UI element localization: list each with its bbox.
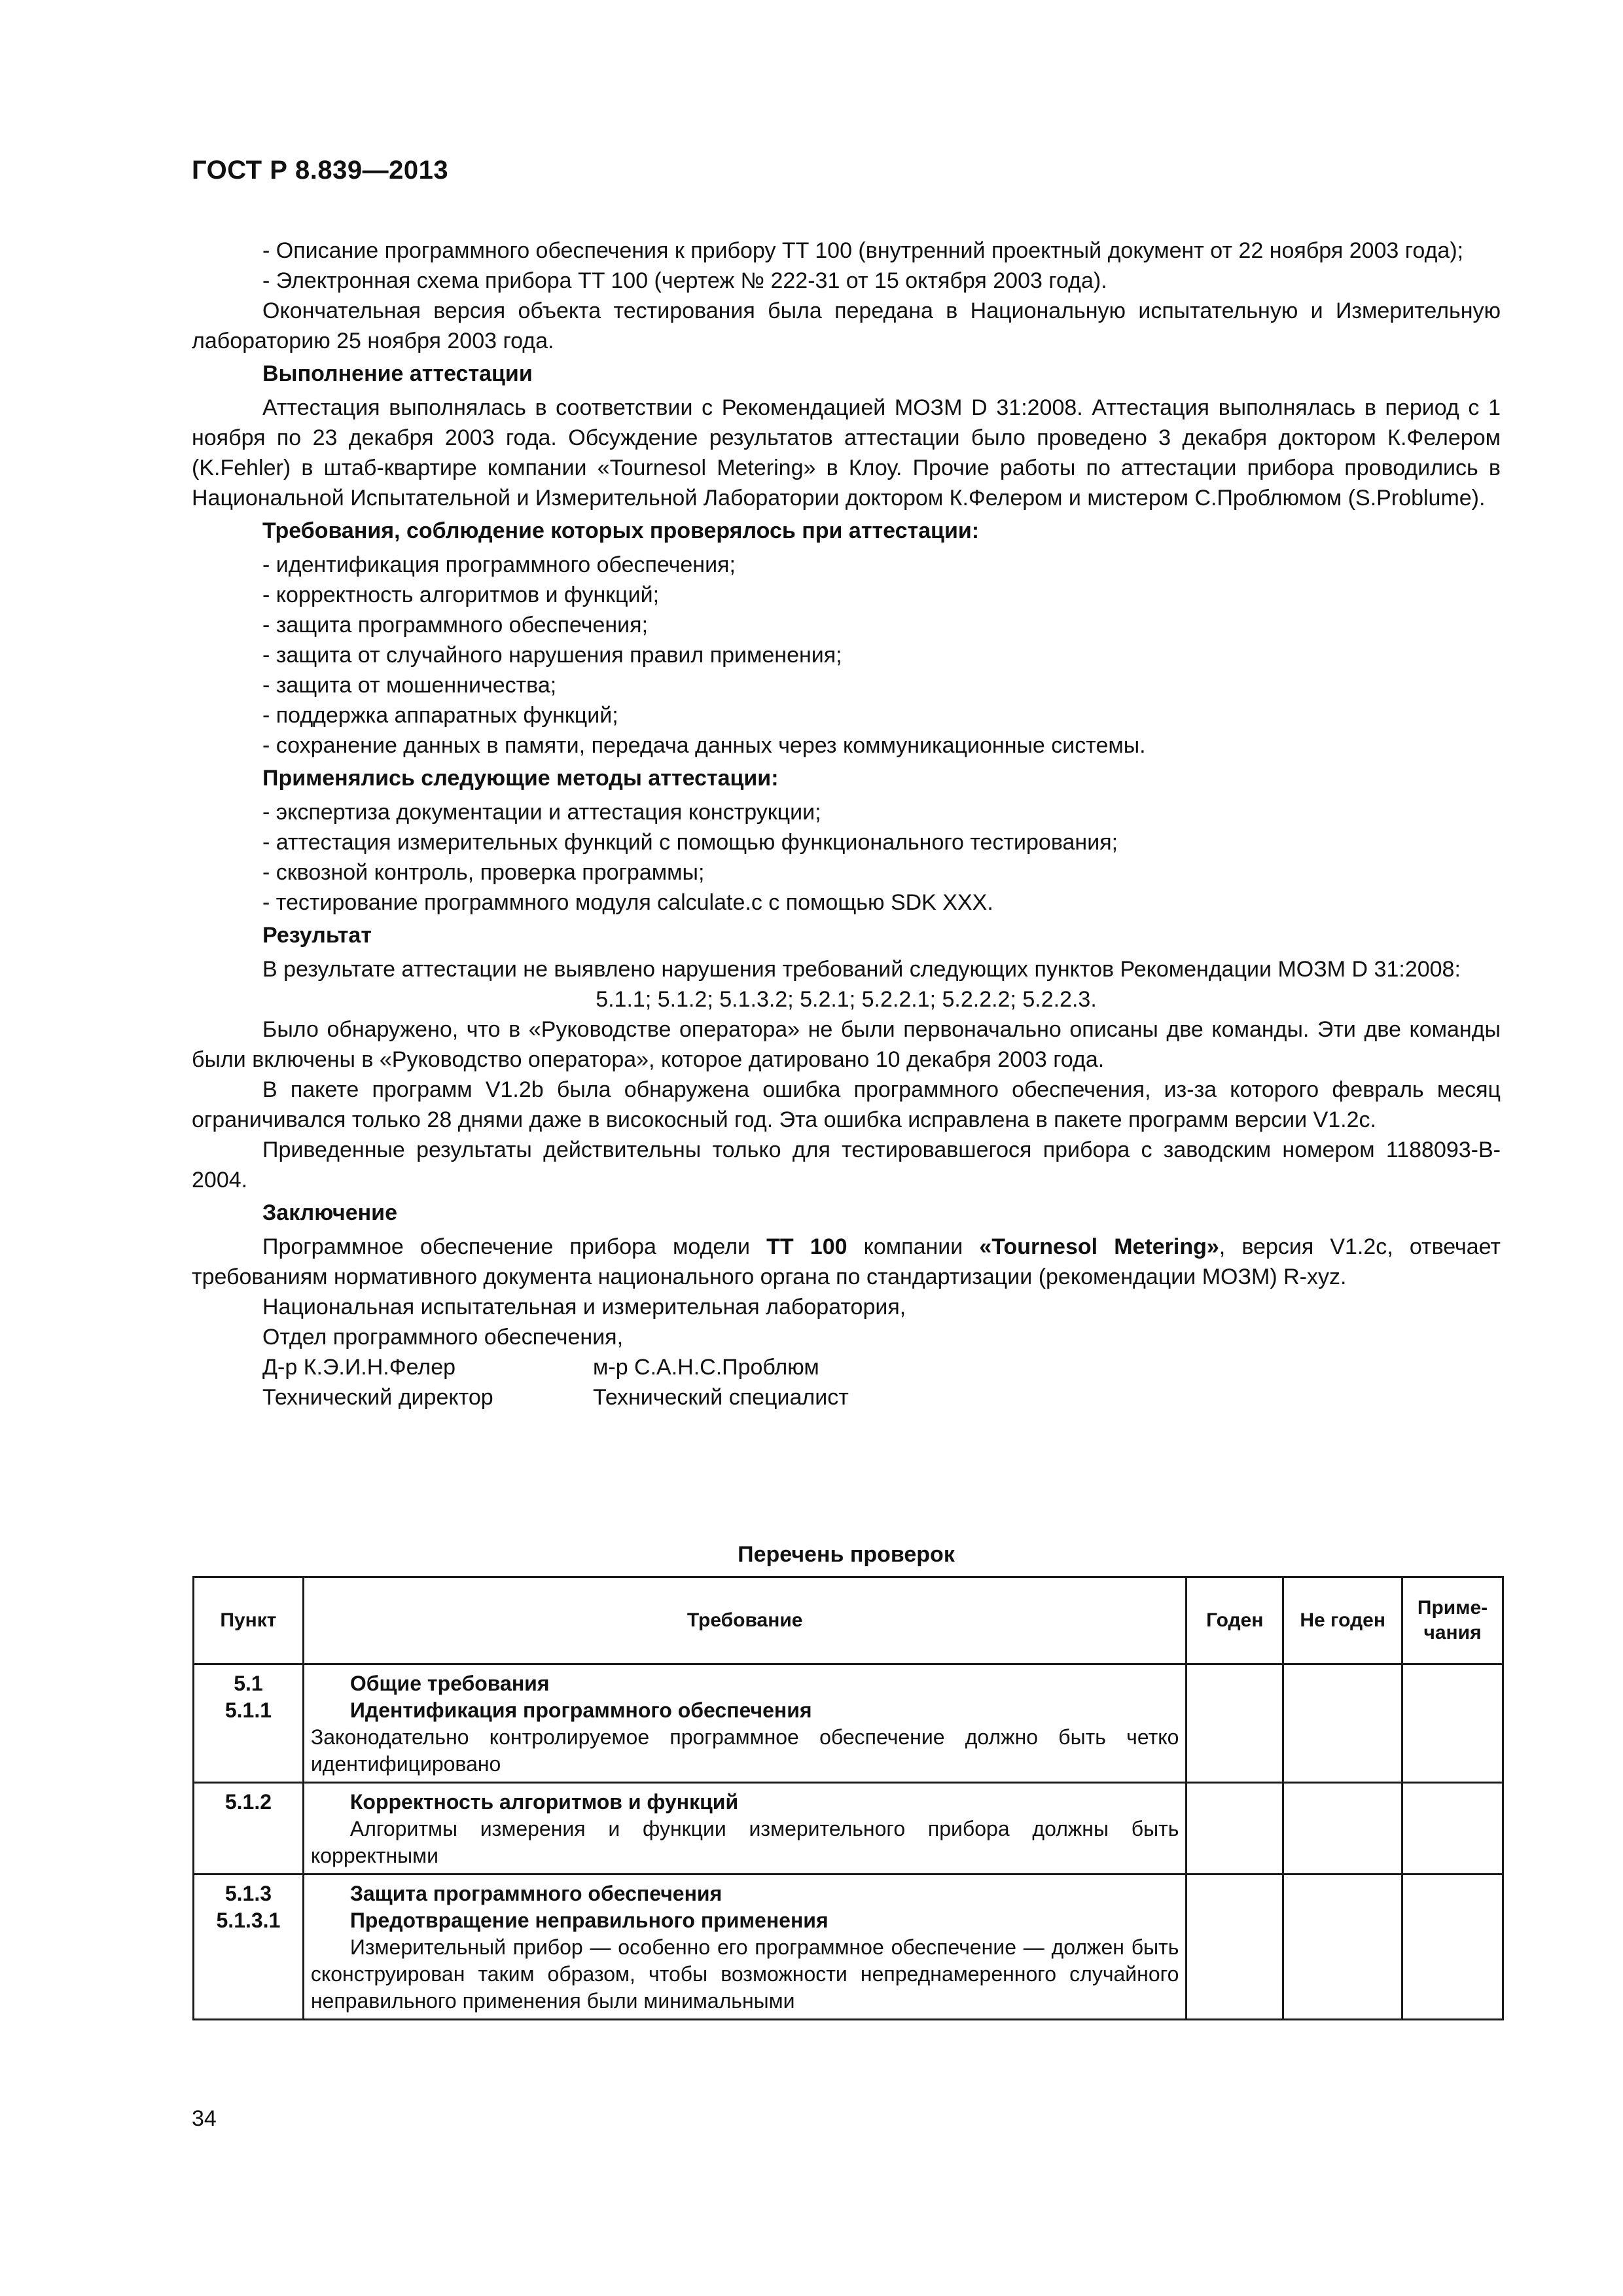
notes-cell [1402, 1783, 1503, 1874]
clause-number: 5.1.1 [224, 1698, 272, 1722]
company-name: «Tournesol Metering» [979, 1234, 1219, 1259]
table-row [194, 1783, 1503, 1874]
table-row [194, 1664, 1503, 1783]
lab-name: Национальная испытательная и измерительная лаборатория, [262, 1295, 906, 1319]
requirement-cell [303, 1664, 1186, 1783]
paragraph: Окончательная версия объекта тестирования была передана в Национальную испытательную и Измерительную лабораторию 25 ноября 2003 года. [192, 298, 1501, 353]
section-heading-result: Результат [262, 923, 372, 948]
table-header-row [194, 1577, 1503, 1664]
section-heading-methods: Применялись следующие методы аттестации: [262, 766, 779, 791]
section-heading-execution: Выполнение аттестации [262, 361, 533, 386]
requirement-heading: Идентификация программного обеспечения [349, 1698, 812, 1722]
column-header-requirement: Требование [303, 1577, 1186, 1664]
text-run: , версия V1.2c, отвечает требованиям нормативного документа национального органа по стандартизации (рекомендации МОЗМ) R-xyz. [192, 1234, 1501, 1289]
fail-cell [1283, 1783, 1402, 1874]
signatory-2-name: м-р С.А.Н.С.Проблюм [593, 1355, 819, 1380]
signature-names [192, 1352, 1501, 1382]
column-header-pass: Годен [1186, 1577, 1283, 1664]
paragraph: В результате аттестации не выявлено нарушения требований следующих пунктов Рекомендации МОЗМ D 31:2008: [262, 957, 1461, 982]
section-heading-requirements: Требования, соблюдение которых проверялось при аттестации: [262, 518, 980, 543]
requirement-text: Алгоритмы измерения и функции измерительного прибора должны быть корректными [310, 1817, 1179, 1867]
paragraph: Приведенные результаты действительны только для тестировавшегося прибора с заводским номером 1188093-B-2004. [192, 1138, 1501, 1193]
clause-number: 5.1.3 [224, 1882, 272, 1905]
fail-cell [1283, 1664, 1402, 1783]
requirement-heading: Корректность алгоритмов и функций [349, 1790, 739, 1814]
list-item: - экспертиза документации и аттестация конструкции; [262, 800, 821, 825]
department-name: Отдел программного обеспечения, [262, 1325, 624, 1350]
list-item: - корректность алгоритмов и функций; [262, 583, 660, 607]
fail-cell [1283, 1874, 1402, 2020]
list-item: - тестирование программного модуля calculate.c с помощью SDK XXX. [262, 890, 993, 915]
signatory-2-role: Технический специалист [593, 1385, 849, 1410]
pass-cell [1186, 1664, 1283, 1783]
clause-cell [194, 1664, 304, 1783]
table-row [194, 1874, 1503, 2020]
list-item: - поддержка аппаратных функций; [262, 703, 618, 728]
signatory-1-name: Д-р К.Э.И.Н.Фелер [262, 1355, 456, 1380]
list-item: - защита от мошенничества; [262, 673, 557, 698]
list-item: - защита от случайного нарушения правил применения; [262, 643, 842, 668]
paragraph: - Электронная схема прибора TT 100 (чертеж № 222-31 от 15 октября 2003 года). [262, 268, 1107, 293]
column-header-notes: Приме- чания [1402, 1577, 1503, 1664]
requirement-heading: Защита программного обеспечения [349, 1882, 722, 1905]
list-item: - идентификация программного обеспечения; [262, 552, 736, 577]
clause-cell [194, 1783, 304, 1874]
paragraph: - Описание программного обеспечения к прибору TT 100 (внутренний проектный документ от 22 ноября 2003 года); [262, 238, 1464, 263]
requirement-text: Законодательно контролируемое программное обеспечение должно быть четко идентифицировано [310, 1725, 1179, 1776]
list-item: - защита программного обеспечения; [262, 613, 649, 637]
section-heading-conclusion: Заключение [262, 1200, 397, 1225]
list-item: - аттестация измерительных функций с помощью функционального тестирования; [262, 830, 1118, 855]
clause-number: 5.1 [234, 1672, 263, 1695]
signature-roles [192, 1382, 1501, 1412]
notes-cell [1402, 1874, 1503, 2020]
paragraph: В пакете программ V1.2b была обнаружена ошибка программного обеспечения, из-за которого февраль месяц ограничивался только 28 днями даже в високосный год. Эта ошибка исправлена в пакете программ версии V1.2c. [192, 1077, 1501, 1132]
requirement-cell [303, 1783, 1186, 1874]
column-header-clause: Пункт [194, 1577, 304, 1664]
requirement-cell [303, 1874, 1186, 2020]
clause-number: 5.1.3.1 [216, 1909, 281, 1932]
text-run: компании [847, 1234, 980, 1259]
requirement-heading: Предотвращение неправильного применения [349, 1909, 829, 1932]
requirement-heading: Общие требования [349, 1672, 550, 1695]
clause-number: 5.1.2 [224, 1790, 272, 1814]
checklist-table [192, 1576, 1504, 2020]
model-name: TT 100 [766, 1234, 847, 1259]
paragraph: Было обнаружено, что в «Руководстве оператора» не были первоначально описаны две команды. Эти две команды были включены в «Руководство оператора», которое датировано 10 декабря 2003 года. [192, 1017, 1501, 1072]
pass-cell [1186, 1783, 1283, 1874]
pass-cell [1186, 1874, 1283, 2020]
list-item: - сквозной контроль, проверка программы; [262, 860, 705, 885]
column-header-fail: Не годен [1283, 1577, 1402, 1664]
signatory-1-role: Технический директор [262, 1385, 493, 1410]
notes-cell [1402, 1664, 1503, 1783]
requirement-text: Измерительный прибор — особенно его программное обеспечение — должен быть сконструирован таким образом, чтобы возможности непреднамеренного случайного неправильного применения были минимальными [310, 1935, 1179, 2013]
page-number: 34 [192, 2106, 217, 2131]
list-item: - сохранение данных в памяти, передача данных через коммуникационные системы. [262, 733, 1146, 758]
standard-header: ГОСТ Р 8.839—2013 [192, 156, 449, 185]
clause-cell [194, 1874, 304, 2020]
paragraph [192, 1232, 1501, 1292]
clause-list: 5.1.1; 5.1.2; 5.1.3.2; 5.2.1; 5.2.2.1; 5.2.2.2; 5.2.2.3. [596, 987, 1097, 1012]
document-body [192, 236, 1501, 1412]
text-run: Программное обеспечение прибора модели [262, 1234, 767, 1259]
table-title: Перечень проверок [738, 1542, 955, 1567]
paragraph: Аттестация выполнялась в соответствии с Рекомендацией МОЗМ D 31:2008. Аттестация выполнялась в период с 1 ноября по 23 декабря 2003 года. Обсуждение результатов аттестации было проведено 3 декабря доктором К.Фелером (K.Fehler) в штаб-квартире компании «Tournesol Metering» в Клоу. Прочие работы по аттестации прибора проводились в Национальной Испытательной и Измерительной Лаборатории доктором К.Фелером и мистером С.Проблюмом (S.Problume). [192, 395, 1501, 511]
